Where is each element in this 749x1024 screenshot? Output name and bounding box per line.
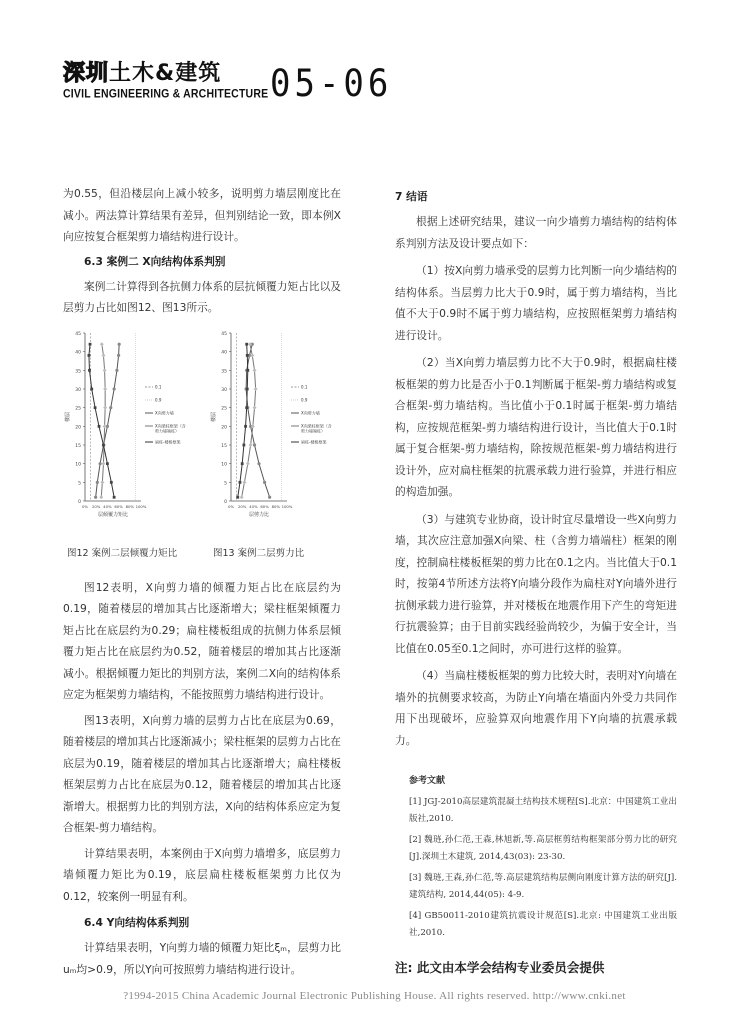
data-point	[242, 443, 245, 446]
data-point	[88, 368, 91, 371]
data-point	[89, 342, 92, 345]
data-point	[101, 461, 105, 465]
x-tick-label: 20%	[91, 503, 101, 509]
x-tick-label: 0%	[81, 503, 89, 509]
data-point	[249, 443, 253, 447]
reference-item: [3] 魏琏,王森,孙仁范,等.高层建筑结构层侧向刚度计算方法的研究[J]. 建筑结构, 2014,44(05): 4-9.	[409, 873, 677, 900]
y-tick-label: 40	[75, 350, 81, 356]
legend-label: 0.9	[155, 397, 162, 403]
data-point	[239, 480, 242, 483]
paragraph: 根据上述研究结果，建议一向少墙剪力墙结构的结构体系判别方法及设计要点如下：	[395, 215, 677, 250]
series-line	[101, 344, 105, 497]
series-line	[96, 344, 120, 497]
data-point	[110, 480, 113, 483]
journal-masthead	[63, 62, 268, 99]
data-point	[113, 387, 116, 390]
reference-item: [1] JGJ-2010高层建筑混凝土结构技术规程[S].北京：中国建筑工业出版社,2010.	[409, 797, 677, 824]
data-point	[242, 480, 246, 484]
data-point	[103, 405, 107, 409]
legend-label: 0.9	[301, 397, 308, 403]
data-point	[245, 342, 248, 345]
data-point	[99, 462, 102, 465]
paragraph: 计算结果表明，Y向剪力墙的倾覆力矩比ξₘ，层剪力比uₘ均>0.9，所以Y向可按照剪力墙结构进行设计。	[63, 941, 341, 976]
y-tick-label: 20	[75, 424, 81, 430]
y-tick-label: 30	[221, 387, 227, 393]
data-point	[246, 461, 250, 465]
y-tick-label: 30	[75, 387, 81, 393]
x-tick-label: 60%	[114, 503, 123, 509]
legend-label: X向剪力墙	[155, 410, 174, 416]
legend-label: 剪力墙端柱）	[155, 428, 179, 434]
data-point	[240, 495, 244, 499]
journal-title-cn: 深圳土木&建筑	[63, 61, 222, 86]
paragraph: 图13表明，X向剪力墙的层剪力占比在底层为0.69，随着楼层的增加其占比逐渐减小；梁柱框架的层剪力占比在底层为0.19，随着楼层的增加其占比逐渐增大；扁柱楼板框架层剪力占比在底层为0.12，随着楼层的增加其占比逐渐增大。根据剪力比的判别方法，X向的结构体系应定为复合框架-剪力墙结构。	[63, 713, 341, 834]
y-tick-label: 10	[75, 462, 81, 468]
chart-overturning-moment-ratio	[63, 325, 203, 525]
conclusion-item-3: （3）与建筑专业协商，设计时宜尽量增设一些X向剪力墙，其次应注意加强X向梁、柱（含剪力墙端柱）框架的刚度，控制扁柱楼板框架的剪力比在0.1之内。当比值大于0.1时，按第4节所述方法将Y向墙分段作为扁柱对Y向墙外进行抗侧承载力进行验算，并对楼板在地震作用下产生的弯矩进行抗震验算；由于目前实践经验尚较少，为偏于安全计，当比值在0.05至0.1之间时，亦可进行这样的验算。	[395, 512, 677, 655]
data-point	[268, 495, 271, 498]
data-point	[102, 443, 105, 446]
data-point	[94, 495, 97, 498]
figure-captions	[63, 545, 341, 565]
figure-13-caption: 图13 案例二层剪力比	[213, 547, 305, 559]
y-tick-label: 25	[75, 406, 81, 412]
data-point	[254, 387, 258, 391]
x-tick-label: 0%	[227, 503, 235, 509]
figure-13	[209, 325, 349, 525]
y-tick-label: 35	[221, 368, 227, 374]
conclusion-item-4: （4）当扁柱楼板框架的剪力比较大时，表明对Y向墙在墙外的抗侧要求较高，为防止Y向墙在墙面内外受力共同作用下出现破坏，应验算双向地震作用下Y向墙的抗震承载力。	[395, 669, 677, 747]
data-point	[90, 387, 93, 390]
data-point	[246, 387, 249, 390]
x-tick-label: 20%	[237, 503, 247, 509]
y-tick-label: 40	[221, 350, 227, 356]
data-point	[98, 424, 101, 427]
paragraph: 案例二计算得到各抗侧力体系的层抗倾覆力矩占比以及层剪力占比如图12、图13所示。	[63, 279, 341, 314]
contributor-note: 注: 此文由本学会结构专业委员会提供	[395, 960, 605, 975]
series-line	[246, 344, 270, 497]
y-tick-label: 25	[221, 406, 227, 412]
y-tick-label: 15	[221, 443, 227, 449]
y-tick-label: 10	[221, 462, 227, 468]
y-tick-label: 35	[75, 368, 81, 374]
data-point	[253, 405, 257, 409]
x-tick-label: 80%	[271, 503, 281, 509]
data-point	[88, 354, 91, 357]
legend-label: X向剪力墙	[301, 410, 320, 416]
y-tick-label: 5	[224, 480, 227, 486]
legend-label: 剪力墙端柱）	[301, 428, 325, 434]
chart-story-shear-ratio	[209, 325, 349, 525]
issue-number: 05-06	[270, 62, 393, 106]
legend-label: 0.1	[301, 384, 308, 390]
data-point	[246, 368, 249, 371]
series-line	[89, 344, 114, 497]
data-point	[101, 353, 105, 357]
data-point	[96, 480, 99, 483]
y-axis-label: 楼层	[65, 411, 71, 422]
data-point	[100, 342, 104, 346]
conclusion-item-1: （1）按X向剪力墙承受的层剪力比判断一向少墙结构的结构体系。当层剪力比大于0.9时，属于剪力墙结构，当比值不大于0.9时不属于剪力墙结构，应按照框架剪力墙结构进行设计。	[395, 264, 677, 342]
data-point	[250, 353, 254, 357]
y-tick-label: 45	[75, 331, 81, 337]
figure-12-caption: 图12 案例二层倾覆力矩比	[67, 547, 178, 559]
reference-item: [2] 魏琏,孙仁范,王森,林旭新,等.高层框剪结构框架部分剪力比的研究[J].深圳土木建筑, 2014,43(03): 23-30.	[409, 835, 677, 862]
series-line	[242, 344, 256, 497]
data-point	[117, 353, 120, 356]
figure-12	[63, 325, 203, 525]
data-point	[245, 406, 248, 409]
journal-title-en: CIVIL ENGINEERING & ARCHITECTURE	[63, 87, 269, 101]
x-axis-label: 层剪力比	[248, 511, 270, 518]
data-point	[94, 406, 97, 409]
figure-row	[63, 325, 341, 575]
data-point	[251, 424, 255, 428]
data-point	[118, 342, 121, 345]
right-column	[395, 183, 677, 976]
data-point	[103, 387, 107, 391]
section-heading: 6.3 案例二 X向结构体系判别	[84, 254, 226, 268]
section-heading: 6.4 Y向结构体系判别	[84, 916, 190, 929]
x-tick-label: 80%	[125, 503, 135, 509]
x-axis-label: 层倾覆力矩比	[97, 511, 129, 518]
x-tick-label: 60%	[260, 503, 269, 509]
data-point	[115, 368, 118, 371]
y-tick-label: 5	[78, 480, 81, 486]
left-column	[63, 183, 341, 980]
legend-label: 扁柱-楼板框架	[301, 439, 327, 445]
paragraph: 计算结果表明，本案例由于X向剪力墙增多，底层剪力墙倾覆力矩比为0.19，底层扁柱楼板框架剪力比仅为0.12，较案例一明显有利。	[63, 846, 341, 903]
paragraph: 图12表明，X向剪力墙的倾覆力矩占比在底层约为0.19，随着楼层的增加其占比逐渐增大；梁柱框架倾覆力矩占比在底层约为0.29；扁柱楼板组成的抗侧力体系层倾覆力矩占比在底层约为0.52，随着楼层的增加其占比逐渐减小。根据倾覆力矩比的判别方法，案例二X向的结构体系应定为框架剪力墙结构，不能按照剪力墙结构进行设计。	[63, 580, 341, 701]
x-tick-label: 100%	[281, 503, 293, 509]
copyright-footer: ?1994-2015 China Academic Journal Electronic Publishing House. All rights reserved. http://www.cnki.net	[123, 990, 626, 1002]
x-tick-label: 40%	[249, 503, 258, 509]
data-point	[253, 443, 256, 446]
x-tick-label: 40%	[103, 503, 112, 509]
y-tick-label: 0	[224, 499, 227, 505]
y-tick-label: 20	[221, 424, 227, 430]
data-point	[241, 462, 244, 465]
data-point	[257, 462, 260, 465]
y-tick-label: 45	[221, 331, 227, 337]
references-heading: 参考文献	[409, 776, 446, 786]
data-point	[263, 480, 266, 483]
legend-label: 0.1	[155, 384, 162, 390]
conclusion-item-2: （2）当X向剪力墙层剪力比不大于0.9时，根据扁柱楼板框架的剪力比是否小于0.1判断属于框架-剪力墙结构或复合框架-剪力墙结构。当比值小于0.1时属于框架-剪力墙结构，应按规范框架-剪力墙结构进行设计，当比值大于0.1时属于复合框架-剪力墙结构，除按规范框架-剪力墙结构进行设计外，应对扁柱框架的抗震承载力进行验算，并进行相应的构造加强。	[395, 356, 677, 498]
data-point	[100, 480, 104, 484]
data-point	[253, 368, 257, 372]
data-point	[99, 495, 103, 499]
data-point	[236, 495, 239, 498]
y-tick-label: 15	[75, 443, 81, 449]
data-point	[244, 424, 247, 427]
legend-label: 扁柱-楼板框架	[155, 439, 181, 445]
data-point	[109, 406, 112, 409]
legend-label: X向梁柱框架（含	[301, 423, 332, 429]
x-tick-label: 100%	[135, 503, 147, 509]
data-point	[103, 368, 107, 372]
section-heading: 7 结语	[395, 190, 428, 203]
data-point	[106, 462, 109, 465]
legend-label: X向梁柱框架（含	[155, 423, 186, 429]
data-point	[103, 424, 107, 428]
y-axis-label: 楼层	[211, 411, 217, 422]
y-tick-label: 0	[78, 499, 81, 505]
data-point	[246, 354, 249, 357]
data-point	[113, 495, 116, 498]
reference-item: [4] GB50011-2010建筑抗震设计规范[S].北京: 中国建筑工业出版社,2010.	[409, 911, 677, 938]
paragraph: 为0.55，但沿楼层向上减小较多，说明剪力墙层刚度比在减小。两法算计算结果有差异，但判别结论一致，即本例X向应按复合框架剪力墙结构进行设计。	[63, 187, 341, 243]
